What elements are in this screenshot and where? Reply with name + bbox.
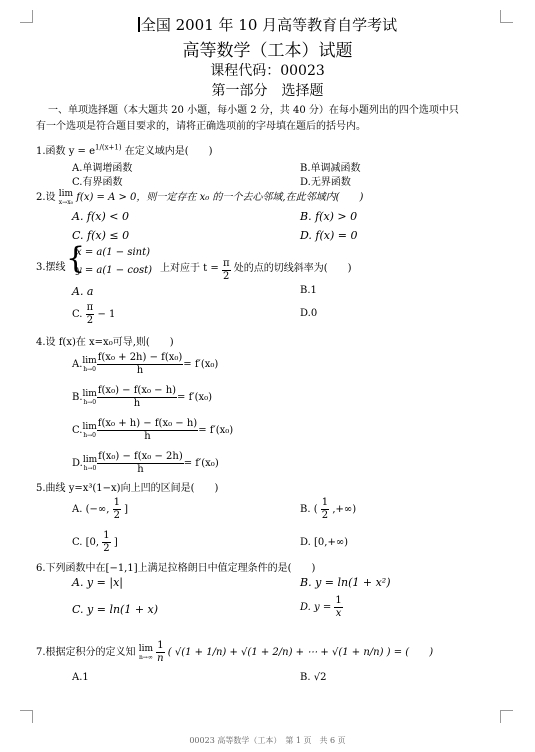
q4-fraction: $\frac{\text{f(x₀) − f(x₀ − 2h)}}{h}$ [98,451,183,475]
question-6: 6.下列函数中在[−1,1]上满足拉格朗日中值定理条件的是( ) [36,563,316,574]
q5-option-a: A. (−∞, $\frac{1}{2}$ ] [72,497,129,521]
question-5: 5.曲线 y=x³(1−x)向上凹的区间是( ) [36,483,219,494]
q4-limit: lim h→0 [82,388,97,406]
q1-option-b: B.单调减函数 [300,163,361,174]
q1-option-d: D.无界函数 [300,177,351,188]
q3-equation-x: x = a(1 − sint) [76,247,151,258]
q2-option-a: A. f(x) < 0 [72,210,130,223]
q2-limit: lim x→x₀ [58,188,74,206]
q5-b-fraction: $\frac{1}{2}$ [321,497,329,521]
q5-option-b: B. ( $\frac{1}{2}$ ,+∞) [300,497,357,521]
q5-a-fraction: $\frac{1}{2}$ [113,497,120,521]
q4-fraction: $\frac{\text{f(x₀) − f(x₀ − h)}}{h}$ [97,385,177,409]
q1-option-c: C.有界函数 [72,177,123,188]
crop-mark-bottom-right [500,710,513,723]
q7-expression: ( √(1 + 1/n) + √(1 + 2/n) + ⋯ + √(1 + n/n) ) = ( ) [167,647,434,658]
q7-option-b: B. √2 [300,672,327,683]
q2-option-c: C. f(x) ≤ 0 [72,229,130,242]
q2-expression: f(x) = A > 0，则一定存在 x₀ 的一个去心邻域,在此邻域内( ) [76,192,364,203]
page-footer: 00023 高等数学（工本） 第 1 页 共 6 页 [189,736,346,745]
q4-option-a: A.lim h→0 $\frac{\text{f(x₀ + 2h) − f(x₀)}}{h}$ = f′(x₀) [72,352,219,376]
q4-fraction: $\frac{\text{f(x₀ + h) − f(x₀ − h)}}{h}$ [97,418,198,442]
q6-d-fraction: $\frac{1}{x}$ [335,595,342,619]
q7-option-a: A.1 [72,672,89,683]
q3-option-c: C. $\frac{\pi}{2}$ − 1 [72,302,116,326]
course-code: 课程代码：00023 [210,63,325,79]
q2-option-b: B. f(x) > 0 [300,210,358,223]
q5-c-fraction: $\frac{1}{2}$ [103,530,110,554]
instructions-line-1: 一、单项选择题（本大题共 20 小题，每小题 2 分，共 40 分）在每小题列出的四个选项中只 [48,105,459,116]
subject-title: 高等数学（工本）试题 [182,41,353,61]
question-1 [36,142,213,157]
q1-stem: 1.函数 y = e [36,146,96,157]
exam-title: 全国 2001 年 10 月高等教育自学考试 [0,14,535,35]
q6-option-c: C. y = ln(1 + x) [72,603,159,616]
crop-mark-bottom-left [20,710,33,723]
q4-option-b: B.lim h→0 $\frac{\text{f(x₀) − f(x₀ − h)}}{h}$ = f′(x₀) [72,385,213,409]
q4-fraction: $\frac{\text{f(x₀ + 2h) − f(x₀)}}{h}$ [97,352,183,376]
question-7: 7.根据定积分的定义知 lim n→∞ $\frac{1}{n}$ ( √(1 + 1/n) + √(1 + 2/n) + ⋯ + √(1 + n/n) ) = ( ) [36,640,434,664]
instructions-line-2: 有一个选项是符合题目要求的，请将正确选项前的字母填在题后的括号内。 [36,121,366,132]
q3-option-b: B.1 [300,285,317,296]
q3-option-a: A. a [72,285,94,298]
q4-option-d: D.lim h→0 $\frac{\text{f(x₀) − f(x₀ − 2h)}}{h}$ = f′(x₀) [72,451,219,475]
q1-exponent: 1/(x+1) [95,143,122,152]
q4-limit: lim h→0 [82,421,97,439]
q6-option-b: B. y = ln(1 + x²) [300,576,391,589]
q4-limit: lim h→0 [82,355,97,373]
q3-option-d: D.0 [300,308,318,319]
question-2: 2.设 lim x→x₀ f(x) = A > 0，则一定存在 x₀ 的一个去心邻域,在此邻域内( ) [36,188,364,206]
q4-limit: lim h→0 [82,454,98,472]
q3-stem: 上对应于 t = $\frac{\pi}{2}$ 处的点的切线斜率为( ) [160,258,352,282]
q1-option-a: A.单调增函数 [72,163,133,174]
q3-brace: { [66,241,86,276]
question-3-label: 3.摆线 [36,262,66,273]
q7-fraction: $\frac{1}{n}$ [157,640,164,664]
q6-option-d: D. y = $\frac{1}{x}$ [300,595,342,619]
q6-option-a: A. y = |x| [72,576,123,589]
q2-option-d: D. f(x) = 0 [300,229,358,242]
q3-equation-y: y = a(1 − cost) [76,265,153,276]
q3-fraction: $\frac{\pi}{2}$ [222,258,230,282]
q3-c-fraction: $\frac{\pi}{2}$ [86,302,94,326]
question-4: 4.设 f(x)在 x=x₀可导,则( ) [36,337,174,348]
section-title: 第一部分 选择题 [211,83,324,99]
q1-tail: 在定义域内是( ) [124,146,213,157]
q7-limit: lim n→∞ [138,643,154,661]
q5-option-d: D. [0,+∞) [300,537,349,548]
q4-option-c: C.lim h→0 $\frac{\text{f(x₀ + h) − f(x₀ − h)}}{h}$ = f′(x₀) [72,418,234,442]
q5-option-c: C. [0, $\frac{1}{2}$ ] [72,530,118,554]
